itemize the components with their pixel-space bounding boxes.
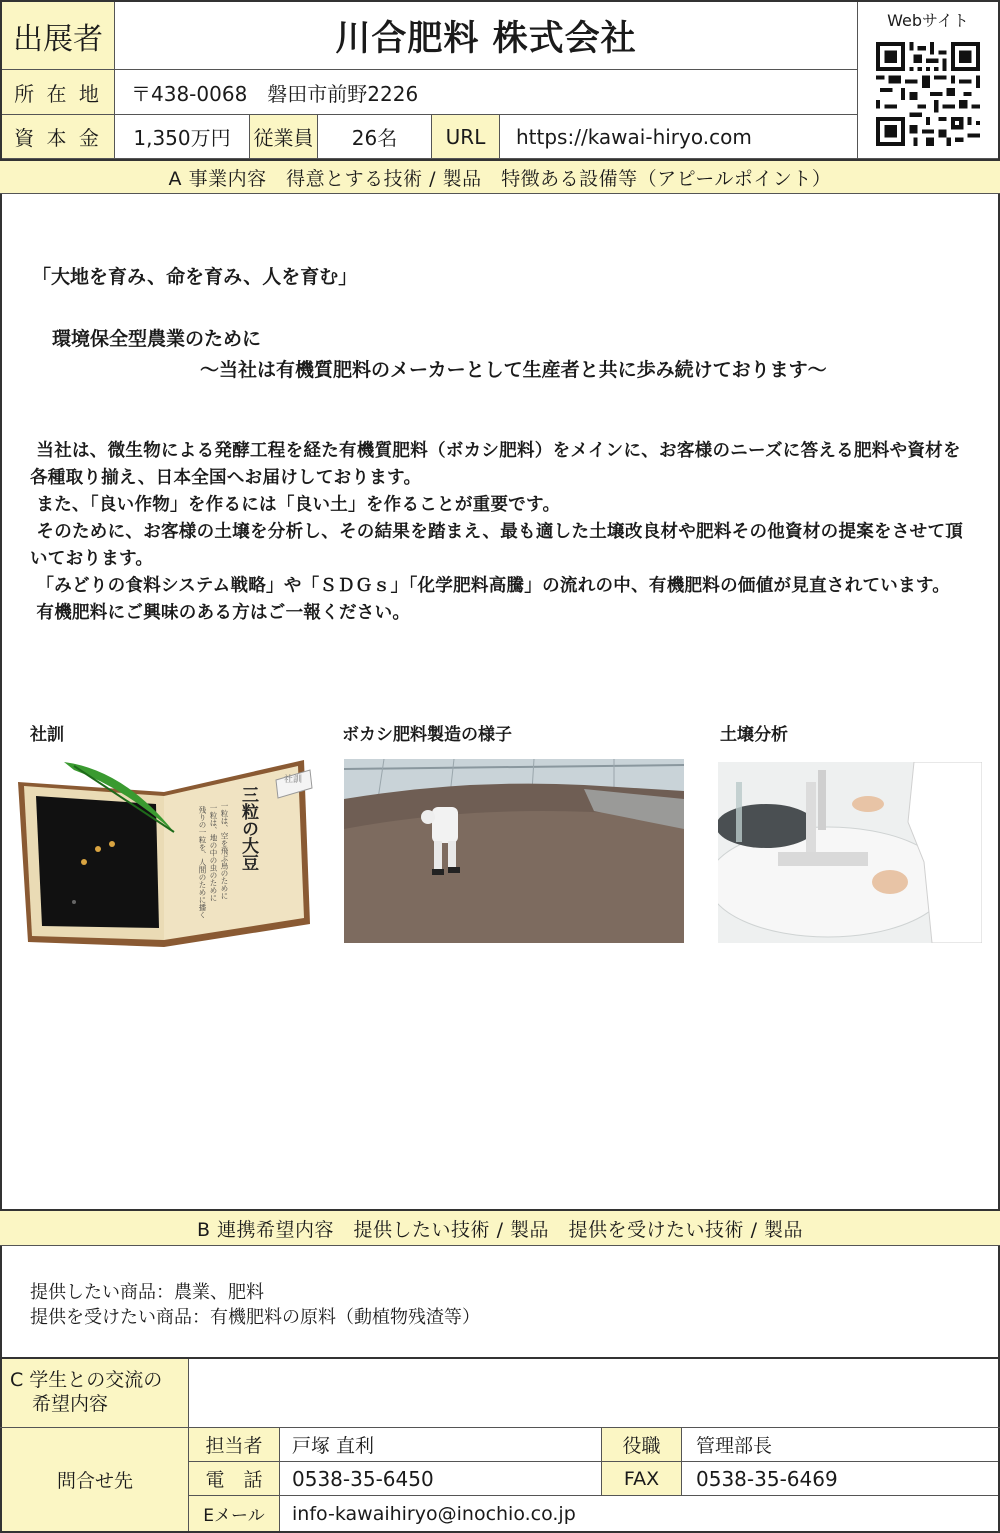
fax-value: 0538-35-6469 (696, 1466, 838, 1491)
section-c-heading-line-1: C 学生との交流の (10, 1369, 163, 1391)
company-name: 川合肥料 株式会社 (335, 18, 637, 59)
email-label-cell (189, 1496, 280, 1531)
soil-analysis-image (718, 762, 982, 943)
subtitle-2: ～当社は有機質肥料のメーカーとして生産者と共に歩み続けております～ (200, 359, 827, 381)
motto-title: 三粒の大豆 (238, 786, 258, 871)
phone-value-cell (280, 1462, 602, 1496)
capital-value: 1,350万円 (133, 126, 231, 150)
employees-value: 26名 (351, 126, 398, 150)
person-label-cell (189, 1428, 280, 1462)
exhibitor-label-cell (2, 2, 115, 70)
section-c-content (200, 1370, 980, 1410)
position-value: 管理部長 (696, 1435, 773, 1457)
contact-label: 問合せ先 (56, 1470, 133, 1492)
address-value-cell (115, 70, 858, 115)
motto-line-2: 一粒は、地の中の虫のために (209, 804, 218, 902)
address-label: 所 在 地 (14, 81, 102, 106)
bokashi-production-image (344, 759, 684, 943)
url-label-cell (432, 115, 500, 159)
email-label: Eメール (203, 1506, 265, 1526)
employees-label-cell (250, 115, 318, 159)
divider (0, 1245, 1000, 1246)
capital-label-cell (2, 115, 115, 159)
subtitle-1: 環境保全型農業のために (52, 328, 262, 350)
capital-label: 資 本 金 (14, 126, 102, 150)
offer-products: 提供したい商品：農業、肥料 (30, 1282, 264, 1303)
address-label-cell (2, 70, 115, 115)
capital-value-cell (115, 115, 250, 159)
website-label: Webサイト (887, 11, 969, 30)
slogan: 「大地を育み、命を育み、人を育む」 (32, 266, 358, 288)
person-value: 戸塚 直利 (292, 1435, 375, 1457)
phone-value[interactable]: 0538-35-6450 (292, 1466, 434, 1491)
divider (0, 193, 1000, 194)
phone-label: 電 話 (205, 1469, 263, 1491)
motto-line-3: 残りの一粒を、人間のために播く (198, 806, 207, 919)
employees-value-cell (318, 115, 432, 159)
section-a-heading: A 事業内容 得意とする技術 / 製品 特徴ある設備等（アピールポイント） (168, 167, 832, 190)
person-label: 担当者 (205, 1435, 263, 1457)
company-name-cell (115, 2, 858, 70)
url-value-cell (500, 115, 858, 159)
position-label-cell (602, 1428, 682, 1462)
motto-book-image (14, 752, 314, 950)
motto-tab-text: 社訓 (284, 775, 303, 785)
exhibitor-label: 出展者 (13, 21, 103, 57)
section-b-heading: B 連携希望内容 提供したい技術 / 製品 提供を受けたい技術 / 製品 (196, 1218, 804, 1241)
person-value-cell (280, 1428, 602, 1462)
url-label: URL (445, 124, 486, 149)
photo-caption-bokashi: ボカシ肥料製造の様子 (342, 725, 512, 745)
description-paragraph: 当社は、微生物による発酵工程を経た有機質肥料（ボカシ肥料）をメインに、お客様のニーズに答える肥料や資材を各種取り揃え、日本全国へお届けしております。 また、「良い作物」を作るには「良い土」を作ることが重要です。 そのために、お客様の土壌を分析し、その結果を踏まえ、最も適した土壌改良材や肥料その他資材の提案をさせて頂いております。 「みどりの食料システム戦略」や「ＳＤＧｓ」「化学肥料高騰」の流れの中、有機肥料の価値が見直されています。 有機肥料にご興味のある方はご一報ください。 (30, 441, 964, 623)
email-link[interactable]: info-kawaihiryo@inochio.co.jp (292, 1502, 576, 1525)
section-c-heading-cell (2, 1359, 189, 1427)
photo-caption-soil: 土壌分析 (720, 725, 788, 745)
section-a-heading-bar (0, 161, 1000, 193)
email-value-cell (280, 1496, 998, 1531)
fax-label-cell (602, 1462, 682, 1496)
address-value: 〒438-0068 磐田市前野2226 (131, 81, 419, 106)
wanted-products: 提供を受けたい商品：有機肥料の原料（動植物残渣等） (30, 1307, 480, 1328)
section-c-heading-line-2: 希望内容 (32, 1393, 109, 1415)
url-link[interactable]: https://kawai-hiryo.com (516, 124, 752, 149)
phone-label-cell (189, 1462, 280, 1496)
website-cell (858, 2, 998, 159)
contact-label-cell (2, 1428, 189, 1531)
fax-label: FAX (623, 1467, 660, 1490)
fax-value-cell (682, 1462, 998, 1496)
qr-code-icon[interactable] (876, 42, 980, 146)
position-label: 役職 (622, 1435, 661, 1457)
motto-line-1: 一粒は、空を飛ぶ鳥のために (220, 802, 229, 900)
section-b-heading-bar (0, 1211, 1000, 1245)
photo-caption-motto: 社訓 (30, 725, 64, 745)
position-value-cell (682, 1428, 998, 1462)
employees-label: 従業員 (253, 126, 314, 150)
